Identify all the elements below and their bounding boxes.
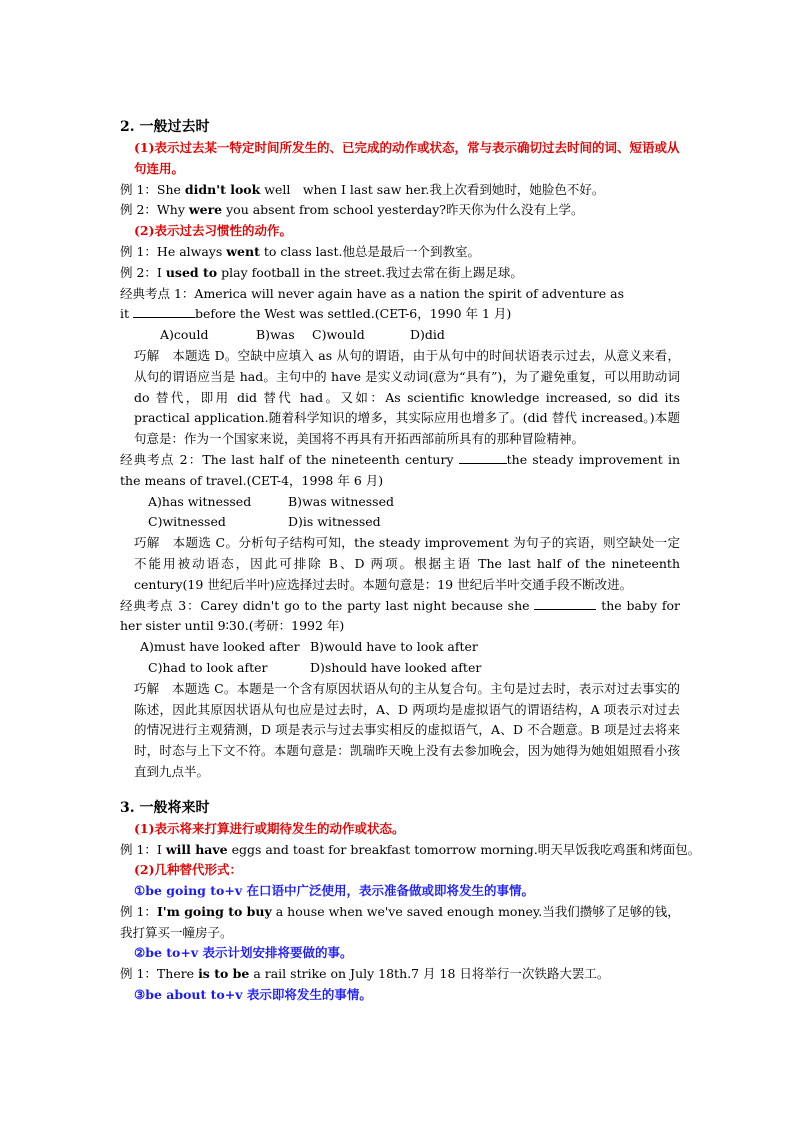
example-keyword: didn't look: [184, 181, 261, 197]
bullet-be-going-to: ①be going to+v 在口语中广泛使用，表示准备做或即将发生的事情。: [134, 883, 534, 899]
option-d: D)is witnessed: [288, 514, 381, 530]
example-text: a rail strike on July 18th.7 月 18 日将举行一次铁路大罢工。: [249, 966, 610, 982]
example-text: 例 1：He always: [120, 243, 227, 259]
test-point-2-explanation: 巧解 本题选 C。分析句子结构可知，the steady improvement 为句子的宾语，则空缺处一定不能用被动语态，因此可排除 B、D 两项。根据主语 The last half of the nineteenth century(19 世纪后半叶)应选择过去时。本题句意是：19 世纪后半叶交通手段不断改进。: [134, 535, 680, 592]
example-text: play football in the street.我过去常在街上踢足球。: [217, 264, 523, 280]
document-page: [120, 116, 701, 1006]
example-1: [120, 840, 701, 861]
option-a: A)could: [160, 327, 209, 343]
example-2: [120, 902, 680, 944]
answer-blank: [534, 596, 596, 610]
section-title-future-simple: 3. 一般将来时: [120, 799, 210, 816]
question-text: before the West was settled.(CET-6，1990 年 1 月): [195, 306, 512, 322]
bullet-be-to: ②be to+v 表示计划安排将要做的事。: [134, 945, 353, 961]
rule-1: (1)表示将来打算进行或期待发生的动作或状态。: [134, 820, 405, 836]
example-keyword: is to be: [198, 966, 250, 982]
option-c: C)witnessed: [148, 514, 226, 530]
option-a: A)must have looked after: [140, 639, 300, 655]
question-text: the steady improvement in the means of travel.(CET-4，1998 年 6 月): [120, 451, 680, 488]
example-3: [120, 242, 680, 263]
example-text: a house when we've saved enough money.当我们攒够了足够的钱，我打算买一幢房子。: [120, 903, 680, 940]
test-point-3-explanation: 巧解 本题选 C。本题是一个含有原因状语从句的主从复合句。主句是过去时，表示对过去事实的陈述，因此其原因状语从句也应是过去时，A、D 两项均是虚拟语气的谓语结构，A 项表示对过去的情况进行主观猜测，D 项是表示与过去事实相反的虚拟语气，A、D 不合题意。B 项是过去将来时，时态与上下文不符。本题句意是：凯瑞昨天晚上没有去参加晚会，因为她得为她姐姐照看小孩直到九点半。: [134, 680, 680, 779]
example-keyword: will have: [165, 841, 228, 857]
section-title-past-simple: 2. 一般过去时: [120, 119, 210, 135]
test-point-3-options-row2: [120, 658, 680, 679]
example-text: 例 1：She: [120, 181, 185, 197]
example-keyword: I'm going to buy: [156, 903, 272, 919]
option-c: C)would: [312, 327, 365, 343]
rule-1: (1)表示过去某一特定时间所发生的、已完成的动作或状态，常与表示确切过去时间的词、短语或从句连用。: [134, 140, 680, 176]
example-keyword: went: [226, 243, 260, 259]
answer-blank: [459, 450, 507, 464]
section-gap: [120, 783, 680, 797]
question-text: the baby for her sister until 9∶30.(考研：1992 年): [120, 597, 680, 634]
option-b: B)was witnessed: [288, 493, 394, 509]
option-d: D)did: [410, 327, 445, 343]
question-text: 经典考点 3：Carey didn't go to the party last night because she: [120, 597, 535, 613]
question-text: it: [120, 306, 133, 322]
question-text: 经典考点 2：The last half of the nineteenth century: [120, 451, 459, 467]
example-text: eggs and toast for breakfast tomorrow morning.明天早饭我吃鸡蛋和烤面包。: [227, 841, 701, 857]
test-point-1-options: [120, 325, 680, 346]
option-b: B)was: [256, 327, 295, 343]
example-text: well when I last saw her.我上次看到她时，她脸色不好。: [260, 181, 605, 197]
test-point-1-question: 经典考点 1：America will never again have as a nation the spirit of adventure as: [120, 285, 625, 301]
test-point-2-options-row1: [120, 492, 680, 513]
example-2: [120, 200, 680, 221]
example-text: 例 1：There: [120, 966, 199, 982]
rule-2: (2)几种替代形式：: [134, 862, 243, 878]
test-point-1-question-cont: [120, 304, 680, 325]
example-text: 例 2：I: [120, 264, 166, 280]
example-3: [120, 964, 680, 985]
example-text: 例 1：I: [120, 841, 166, 857]
answer-blank: [133, 304, 195, 318]
test-point-3-options-row1: [120, 637, 680, 658]
example-text: you absent from school yesterday?昨天你为什么没有上学。: [222, 202, 584, 218]
rule-2: (2)表示过去习惯性的动作。: [134, 223, 293, 239]
example-keyword: were: [188, 202, 223, 218]
example-text: to class last.他总是最后一个到教室。: [259, 243, 480, 259]
test-point-2-question: [120, 450, 680, 492]
option-d: D)should have looked after: [310, 659, 482, 675]
example-keyword: used to: [165, 264, 218, 280]
test-point-1-explanation: 巧解 本题选 D。空缺中应填入 as 从句的谓语，由于从句中的时间状语表示过去，从意义来看，从句的谓语应当是 had。主句中的 have 是实义动词(意为“具有”)，为了避免重复，可以用助动词 do 替代，即用 did 替代 had。又如：As scientific knowledge increased, so did its practical application.随着科学知识的增多，其实际应用也增多了。(did 替代 increased。)本题句意是：作为一个国家来说，美国将不再具有开拓西部前所具有的那种冒险精神。: [134, 347, 680, 447]
bullet-be-about-to: ③be about to+v 表示即将发生的事情。: [134, 987, 372, 1003]
test-point-3-question: [120, 596, 680, 638]
example-text: 例 1：: [120, 903, 157, 919]
example-1: [120, 180, 680, 201]
test-point-2-options-row2: [120, 512, 680, 533]
example-4: [120, 263, 680, 284]
example-text: 例 2：Why: [120, 202, 189, 218]
option-c: C)had to look after: [148, 659, 268, 675]
option-b: B)would have to look after: [310, 639, 478, 655]
option-a: A)has witnessed: [148, 493, 252, 509]
